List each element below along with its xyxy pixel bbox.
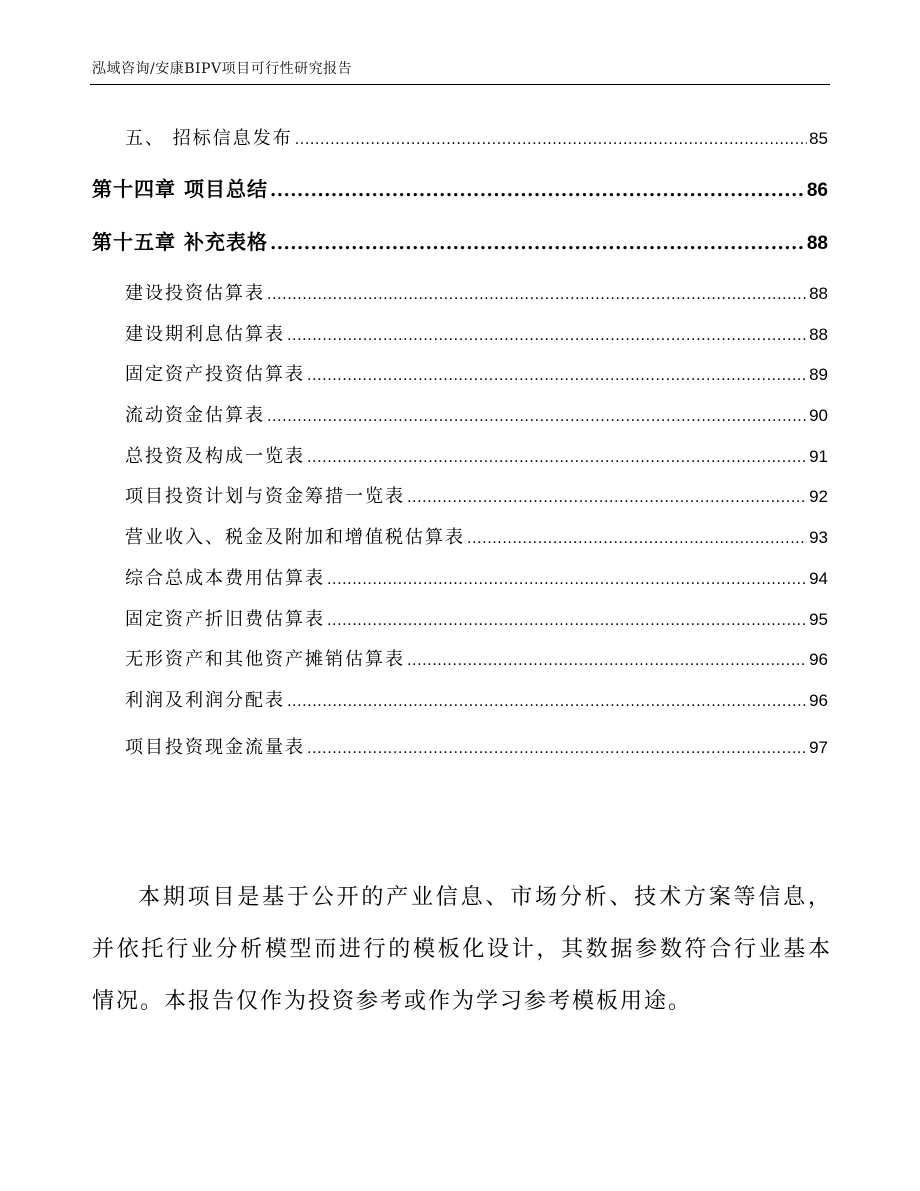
toc-entry-label: 营业收入、税金及附加和增值税估算表	[125, 527, 465, 548]
toc-entry-page: 85	[809, 129, 828, 148]
toc-entry[interactable]	[125, 645, 828, 671]
toc-entry[interactable]	[125, 523, 828, 549]
toc-entry-page: 86	[806, 180, 828, 201]
toc-entry-page: 90	[809, 406, 828, 425]
toc-entry-label: 第十四章 项目总结	[92, 177, 268, 201]
toc-leader-dots	[270, 233, 805, 254]
toc-entry-label: 流动资金估算表	[125, 405, 265, 426]
toc-entry-label: 总投资及构成一览表	[125, 446, 305, 467]
toc-entry[interactable]	[125, 482, 828, 508]
header-divider	[90, 84, 830, 85]
toc-entry-page: 94	[809, 569, 828, 588]
toc-entry-page: 88	[806, 233, 828, 254]
toc-entry-label: 利润及利润分配表	[125, 690, 285, 711]
toc-entry-page: 89	[809, 365, 828, 384]
toc-entry-label: 综合总成本费用估算表	[125, 568, 325, 589]
toc-entry-label: 项目投资计划与资金筹措一览表	[125, 486, 405, 507]
toc-entry-label: 第十五章 补充表格	[92, 230, 268, 254]
toc-entry[interactable]	[125, 320, 828, 346]
toc-leader-dots	[407, 490, 807, 506]
toc-leader-dots	[307, 741, 807, 757]
toc-entry-label: 固定资产投资估算表	[125, 364, 305, 385]
toc-chapter-entry[interactable]	[92, 173, 828, 202]
toc-leader-dots	[327, 613, 807, 629]
toc-entry-label: 无形资产和其他资产摊销估算表	[125, 649, 405, 670]
toc-entry-page: 92	[809, 487, 828, 506]
toc-entry-page: 88	[809, 284, 828, 303]
toc-leader-dots	[407, 653, 807, 669]
toc-leader-dots	[267, 409, 807, 425]
toc-entry[interactable]	[125, 733, 828, 759]
toc-entry[interactable]	[125, 401, 828, 427]
disclaimer-paragraph: 本期项目是基于公开的产业信息、市场分析、技术方案等信息，并依托行业分析模型而进行的模板化设计，其数据参数符合行业基本情况。本报告仅作为投资参考或作为学习参考模板用途。	[92, 885, 832, 1014]
toc-entry-page: 88	[809, 325, 828, 344]
toc-entry[interactable]	[125, 360, 828, 386]
toc-leader-dots	[307, 368, 807, 384]
toc-entry-page: 95	[809, 610, 828, 629]
toc-entry-label: 建设投资估算表	[125, 283, 265, 304]
toc-entry-label: 五、 招标信息发布	[125, 128, 293, 149]
toc-entry-label: 项目投资现金流量表	[125, 737, 305, 758]
toc-entry[interactable]	[125, 605, 828, 631]
toc-entry-label: 固定资产折旧费估算表	[125, 609, 325, 630]
toc-entry-page: 96	[809, 691, 828, 710]
toc-leader-dots	[267, 287, 807, 303]
toc-entry[interactable]	[125, 124, 828, 150]
toc-entry-page: 96	[809, 650, 828, 669]
toc-leader-dots	[467, 531, 807, 547]
toc-entry[interactable]	[125, 442, 828, 468]
toc-leader-dots	[327, 572, 807, 588]
toc-entry[interactable]	[125, 279, 828, 305]
toc-entry[interactable]	[125, 564, 828, 590]
toc-entry-page: 93	[809, 528, 828, 547]
toc-leader-dots	[307, 450, 807, 466]
page-header: 泓域咨询/安康BIPV项目可行性研究报告	[92, 61, 353, 77]
toc-chapter-entry[interactable]	[92, 226, 828, 255]
toc-leader-dots	[287, 328, 807, 344]
toc-entry-label: 建设期利息估算表	[125, 324, 285, 345]
toc-leader-dots	[295, 132, 807, 148]
toc-leader-dots	[287, 694, 807, 710]
toc-entry[interactable]	[125, 686, 828, 712]
toc-entry-page: 97	[809, 738, 828, 757]
toc-entry-page: 91	[809, 447, 828, 466]
toc-leader-dots	[270, 180, 805, 201]
